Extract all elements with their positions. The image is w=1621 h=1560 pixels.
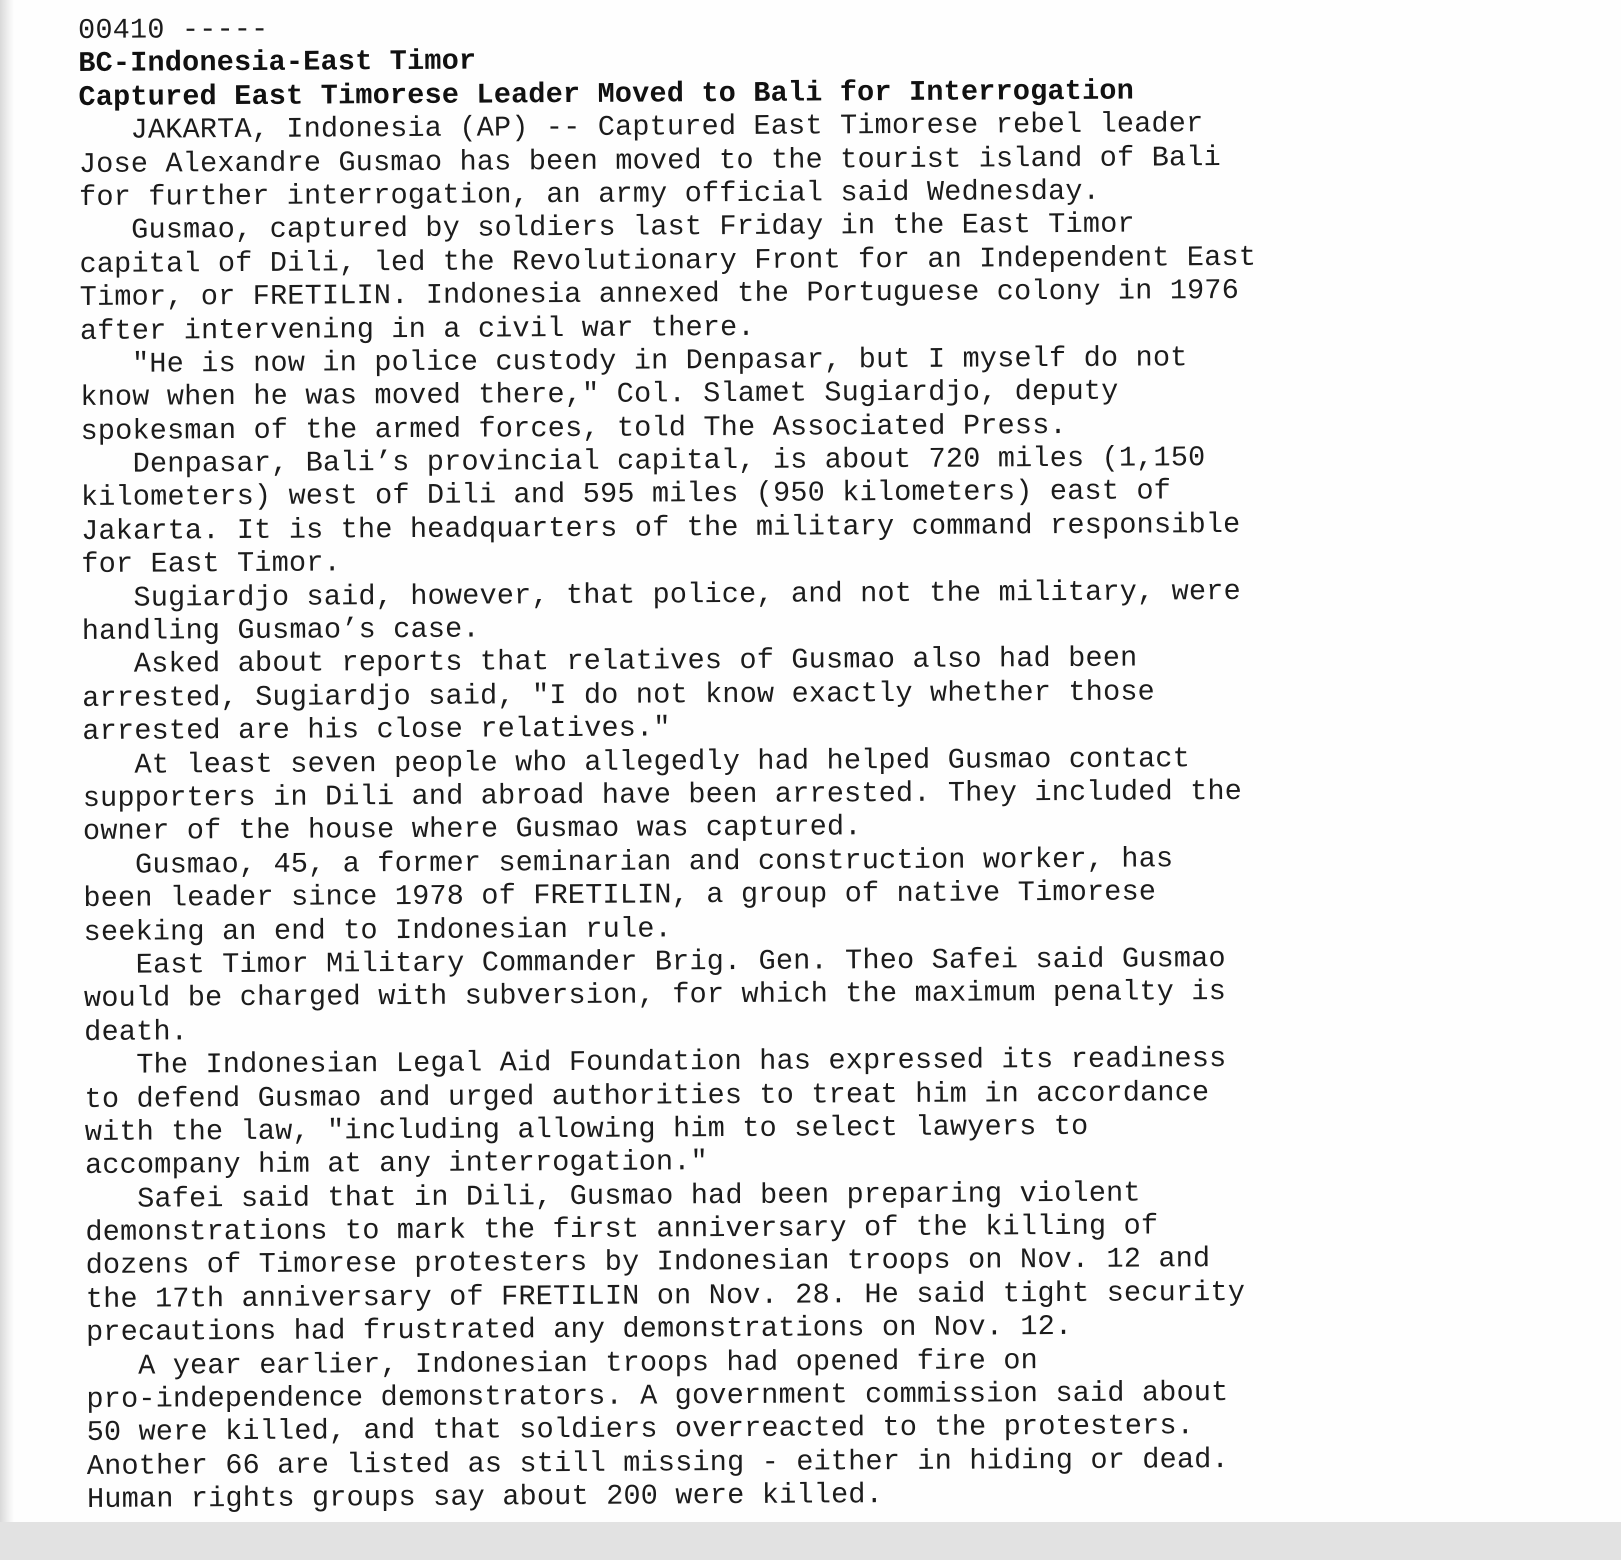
body-line: for further interrogation, an army official said Wednesday. (79, 174, 1101, 214)
body-line: Timor, or FRETILIN. Indonesia annexed the Portuguese colony in 1976 (79, 274, 1240, 315)
body-line: Gusmao, 45, a former seminarian and construction worker, has (83, 842, 1174, 882)
scan-bottom-band (0, 1522, 1621, 1560)
scan-edge-shadow (0, 0, 14, 1560)
body-line: arrested are his close relatives." (82, 711, 671, 749)
body-line: demonstrations to mark the first anniversary of the killing of (85, 1209, 1159, 1250)
body-line: A year earlier, Indonesian troops had opened fire on (86, 1343, 1038, 1383)
body-line: Jakarta. It is the headquarters of the military command responsible (81, 507, 1241, 548)
body-line: supporters in Dili and abroad have been arrested. They included the (82, 774, 1243, 815)
body-line: kilometers) west of Dili and 595 miles (950 kilometers) east of (80, 474, 1172, 515)
body-line: Sugiardjo said, however, that police, and not the military, were (81, 574, 1241, 615)
body-line: spokesman of the armed forces, told The Associated Press. (80, 408, 1067, 448)
body-line: At least seven people who allegedly had helped Gusmao contact (82, 741, 1191, 782)
news-article (78, 5, 1567, 1517)
body-line: to defend Gusmao and urged authorities to treat him in accordance (84, 1075, 1210, 1116)
body-line: pro-independence demonstrators. A government commission said about (86, 1376, 1229, 1416)
body-line: "He is now in police custody in Denpasar, but I myself do not (80, 341, 1188, 381)
body-line: seeking an end to Indonesian rule. (83, 911, 672, 949)
headline: Captured East Timorese Leader Moved to Bali for Interrogation (78, 74, 1135, 114)
body-line: precautions had frustrated any demonstrations on Nov. 12. (85, 1310, 1073, 1350)
body-line: death. (84, 1015, 189, 1049)
body-line: been leader since 1978 of FRETILIN, a group of native Timorese (83, 875, 1157, 916)
body-line: Safei said that in Dili, Gusmao had been preparing violent (85, 1176, 1141, 1216)
body-line: after intervening in a civil war there. (79, 310, 755, 348)
body-line: capital of Dili, led the Revolutionary Front for an Independent East (79, 240, 1257, 281)
body-line: the 17th anniversary of FRETILIN on Nov. 28. He said tight security (85, 1275, 1246, 1316)
body-line: dozens of Timorese protesters by Indonesian troops on Nov. 12 and (85, 1242, 1211, 1283)
body-line: 50 were killed, and that soldiers overreacted to the protesters. (86, 1409, 1195, 1450)
body-line: Jose Alexandre Gusmao has been moved to the tourist island of Bali (78, 140, 1221, 181)
body-line: would be charged with subversion, for which the maximum penalty is (83, 975, 1227, 1016)
body-line: JAKARTA, Indonesia (AP) -- Captured East Timorese rebel leader (78, 107, 1204, 148)
article-body (79, 105, 1568, 1516)
body-line: owner of the house where Gusmao was captured. (82, 810, 862, 849)
body-line: accompany him at any interrogation." (84, 1145, 709, 1183)
body-line: Another 66 are listed as still missing - either in hiding or dead. (86, 1442, 1229, 1483)
body-line: Gusmao, captured by soldiers last Friday in the East Timor (79, 207, 1135, 248)
body-line: for East Timor. (81, 546, 342, 582)
body-line: arrested, Sugiardjo said, "I do not know exactly whether those (82, 675, 1156, 715)
body-line: Human rights groups say about 200 were killed. (86, 1478, 884, 1517)
body-line: handling Gusmao’s case. (81, 612, 480, 649)
story-slug: BC-Indonesia-East Timor (78, 44, 477, 81)
body-line: Asked about reports that relatives of Gusmao also had been (81, 641, 1138, 682)
body-line: with the law, "including allowing him to select lawyers to (84, 1109, 1089, 1149)
body-line: East Timor Military Commander Brig. Gen. Theo Safei said Gusmao (83, 941, 1226, 982)
body-line: The Indonesian Legal Aid Foundation has expressed its readiness (84, 1042, 1227, 1083)
story-id: 00410 ----- (78, 12, 269, 47)
body-line: know when he was moved there," Col. Slamet Sugiardjo, deputy (80, 374, 1119, 415)
body-line: Denpasar, Bali’s provincial capital, is about 720 miles (1,150 (80, 441, 1206, 482)
